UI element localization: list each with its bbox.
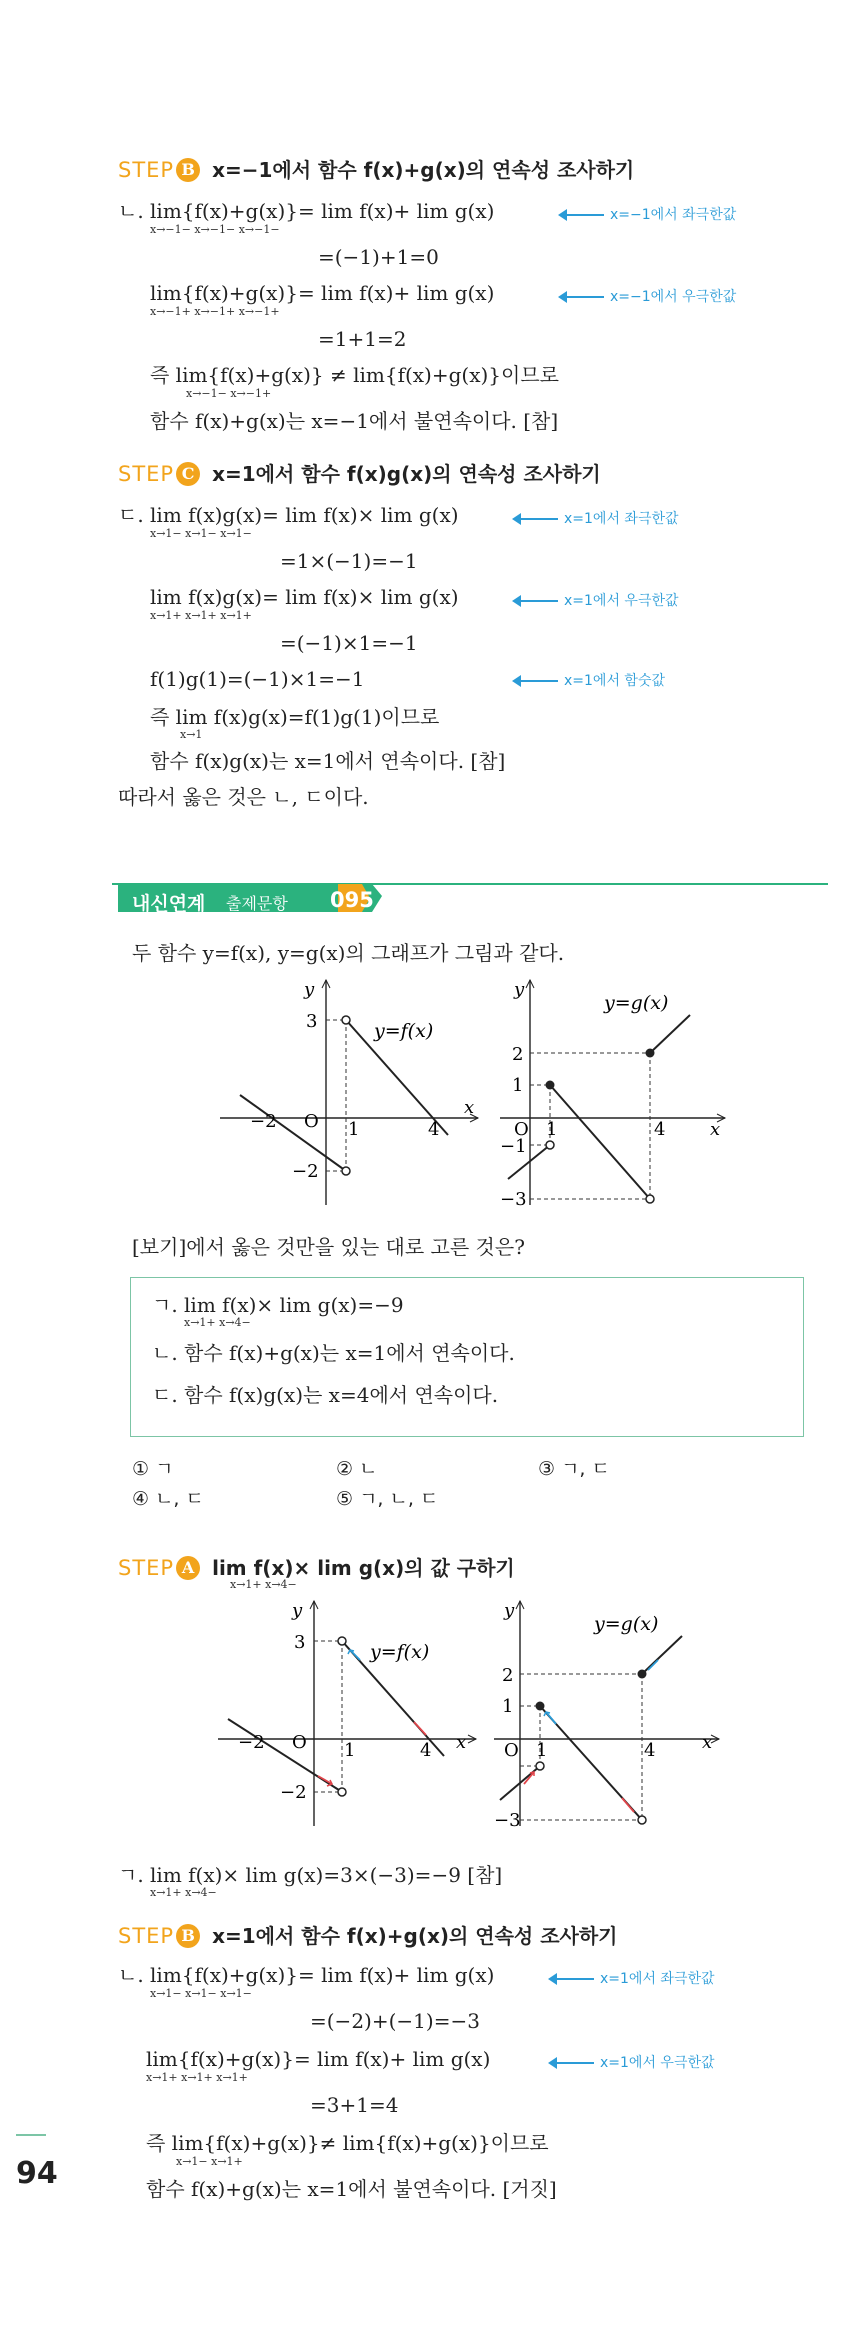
bogi-item: ㄴ. 함수 f(x)+g(x)는 x=1에서 연속이다. <box>152 1341 515 1365</box>
svg-text:y=g(x): y=g(x) <box>604 992 669 1014</box>
limit-subscript: x→1 <box>180 728 203 741</box>
annotation: x=1에서 좌극한값 <box>514 508 679 528</box>
equation-line: ㄴ. lim{f(x)+g(x)}= lim f(x)+ lim g(x) <box>118 199 495 223</box>
step-badge: B <box>176 1924 200 1948</box>
banner-sub: 출제문항 <box>226 894 288 913</box>
conclusion: 함수 f(x)g(x)는 x=1에서 연속이다. [참] <box>150 749 506 773</box>
annotation: x=−1에서 좌극한값 <box>560 204 736 224</box>
svg-text:4: 4 <box>428 1119 440 1140</box>
banner-label: 내신연계 <box>132 893 206 915</box>
svg-text:y=g(x): y=g(x) <box>594 1613 659 1635</box>
svg-text:O: O <box>504 1740 519 1761</box>
page-rule <box>16 2134 46 2136</box>
svg-text:x: x <box>702 1732 713 1753</box>
step-c-header <box>118 458 601 487</box>
section-banner <box>112 872 828 918</box>
svg-text:−3: −3 <box>500 1189 527 1210</box>
svg-text:y: y <box>514 979 525 1000</box>
limit-subscript: x→1+ x→4− <box>150 1886 217 1899</box>
step-b-header <box>118 154 634 183</box>
svg-text:3: 3 <box>306 1011 318 1032</box>
equation-line: lim{f(x)+g(x)}= lim f(x)+ lim g(x) <box>150 281 495 305</box>
choice-5[interactable]: ⑤ ㄱ, ㄴ, ㄷ <box>336 1488 439 1510</box>
svg-text:1: 1 <box>502 1696 514 1717</box>
step-a-header <box>118 1552 515 1581</box>
equation-line: =(−1)×1=−1 <box>280 631 418 655</box>
step-badge: B <box>176 158 200 182</box>
equation-line: ㄷ. lim f(x)g(x)= lim f(x)× lim g(x) <box>118 503 459 527</box>
svg-text:y=f(x): y=f(x) <box>374 1020 434 1042</box>
left-arrow-icon <box>550 1978 594 1980</box>
problem-number: 095 <box>330 888 374 912</box>
svg-text:y: y <box>504 1600 515 1621</box>
equation-line: =3+1=4 <box>310 2093 399 2117</box>
left-arrow-icon <box>514 680 558 682</box>
equation-line: =1+1=2 <box>318 327 407 351</box>
step-badge: C <box>176 462 200 486</box>
svg-text:2: 2 <box>512 1044 524 1065</box>
equation-line: lim f(x)g(x)= lim f(x)× lim g(x) <box>150 585 459 609</box>
step-label: STEP <box>118 462 175 486</box>
left-arrow-icon <box>514 600 558 602</box>
equation-line: lim{f(x)+g(x)}= lim f(x)+ lim g(x) <box>146 2047 491 2071</box>
equation-line: 즉 lim f(x)g(x)=f(1)g(1)이므로 <box>150 705 440 729</box>
limit-subscript: x→1+ x→1+ x→1+ <box>146 2071 248 2084</box>
svg-text:1: 1 <box>546 1119 558 1140</box>
limit-subscript: x→1+ x→4− <box>184 1316 251 1329</box>
step-label: STEP <box>118 1556 175 1580</box>
bogi-item: ㄷ. 함수 f(x)g(x)는 x=4에서 연속이다. <box>152 1383 499 1407</box>
left-arrow-icon <box>560 296 604 298</box>
svg-text:−2: −2 <box>250 1111 277 1132</box>
left-arrow-icon <box>550 2062 594 2064</box>
svg-text:x: x <box>456 1732 467 1753</box>
conclusion: 함수 f(x)+g(x)는 x=1에서 불연속이다. [거짓] <box>146 2177 557 2201</box>
step-title: lim f(x)× lim g(x)의 값 구하기 <box>212 1556 515 1580</box>
equation-line: =(−1)+1=0 <box>318 245 439 269</box>
equation-line: 즉 lim{f(x)+g(x)}≠ lim{f(x)+g(x)}이므로 <box>146 2131 549 2155</box>
svg-text:y=f(x): y=f(x) <box>370 1641 430 1663</box>
step-b2-header <box>118 1920 618 1949</box>
svg-text:x: x <box>464 1097 475 1118</box>
choice-3[interactable]: ③ ㄱ, ㄷ <box>538 1458 610 1480</box>
left-arrow-icon <box>560 214 604 216</box>
problem-question: [보기]에서 옳은 것만을 있는 대로 고른 것은? <box>132 1235 525 1259</box>
choice-1[interactable]: ① ㄱ <box>132 1458 174 1480</box>
svg-text:−2: −2 <box>292 1161 319 1182</box>
svg-text:4: 4 <box>644 1740 656 1761</box>
svg-text:O: O <box>304 1111 319 1132</box>
page-number: 94 <box>16 2156 58 2191</box>
svg-text:−1: −1 <box>500 1136 527 1157</box>
svg-text:1: 1 <box>348 1119 360 1140</box>
limit-subscript: x→1− x→1− x→1− <box>150 527 252 540</box>
step-title: x=1에서 함수 f(x)+g(x)의 연속성 조사하기 <box>212 1924 618 1948</box>
left-arrow-icon <box>514 518 558 520</box>
svg-text:O: O <box>292 1732 307 1753</box>
limit-subscript: x→−1− x→−1+ <box>186 387 272 400</box>
svg-text:2: 2 <box>502 1665 514 1686</box>
svg-text:3: 3 <box>294 1632 306 1653</box>
equation-line: 즉 lim{f(x)+g(x)} ≠ lim{f(x)+g(x)}이므로 <box>150 363 559 387</box>
annotation: x=1에서 우극한값 <box>514 590 679 610</box>
conclusion: 함수 f(x)+g(x)는 x=−1에서 불연속이다. [참] <box>150 409 559 433</box>
annotation: x=1에서 우극한값 <box>550 2052 715 2072</box>
step-label: STEP <box>118 1924 175 1948</box>
annotation: x=1에서 함숫값 <box>514 670 665 690</box>
svg-text:x: x <box>710 1119 721 1140</box>
svg-text:1: 1 <box>536 1740 548 1761</box>
choice-4[interactable]: ④ ㄴ, ㄷ <box>132 1488 204 1510</box>
equation-line: ㄱ. lim f(x)× lim g(x)=3×(−3)=−9 [참] <box>118 1863 503 1887</box>
step-title: x=−1에서 함수 f(x)+g(x)의 연속성 조사하기 <box>212 158 635 182</box>
solution-graph-g <box>494 1596 724 1841</box>
step-title: x=1에서 함수 f(x)g(x)의 연속성 조사하기 <box>212 462 601 486</box>
equation-line: =(−2)+(−1)=−3 <box>310 2009 480 2033</box>
limit-subscript: x→−1− x→−1− x→−1− <box>150 223 280 236</box>
svg-text:y: y <box>292 1600 303 1621</box>
graph-g <box>500 975 730 1220</box>
bogi-item: ㄱ. lim f(x)× lim g(x)=−9 <box>152 1293 404 1317</box>
svg-text:−2: −2 <box>238 1732 265 1753</box>
annotation: x=−1에서 우극한값 <box>560 286 736 306</box>
step-label: STEP <box>118 158 175 182</box>
limit-subscript: x→1− x→1− x→1− <box>150 1987 252 2000</box>
solution-graph-f <box>218 1596 478 1841</box>
equation-line: ㄴ. lim{f(x)+g(x)}= lim f(x)+ lim g(x) <box>118 1963 495 1987</box>
limit-subscript: x→1− x→1+ <box>176 2155 243 2168</box>
limit-subscript: x→1+ x→4− <box>230 1578 297 1591</box>
step-badge: A <box>176 1556 200 1580</box>
svg-text:−3: −3 <box>494 1810 521 1831</box>
final-answer-text: 따라서 옳은 것은 ㄴ, ㄷ이다. <box>118 785 369 809</box>
svg-text:4: 4 <box>420 1740 432 1761</box>
svg-text:1: 1 <box>344 1740 356 1761</box>
svg-text:1: 1 <box>512 1075 524 1096</box>
svg-text:4: 4 <box>654 1119 666 1140</box>
equation-line: f(1)g(1)=(−1)×1=−1 <box>150 667 365 691</box>
svg-text:O: O <box>514 1119 529 1140</box>
graph-f <box>220 975 480 1220</box>
svg-text:−2: −2 <box>280 1782 307 1803</box>
svg-text:y: y <box>304 979 315 1000</box>
choice-2[interactable]: ② ㄴ <box>336 1458 378 1480</box>
equation-line: =1×(−1)=−1 <box>280 549 418 573</box>
limit-subscript: x→−1+ x→−1+ x→−1+ <box>150 305 280 318</box>
annotation: x=1에서 좌극한값 <box>550 1968 715 1988</box>
limit-subscript: x→1+ x→1+ x→1+ <box>150 609 252 622</box>
problem-stem: 두 함수 y=f(x), y=g(x)의 그래프가 그림과 같다. <box>132 941 565 965</box>
